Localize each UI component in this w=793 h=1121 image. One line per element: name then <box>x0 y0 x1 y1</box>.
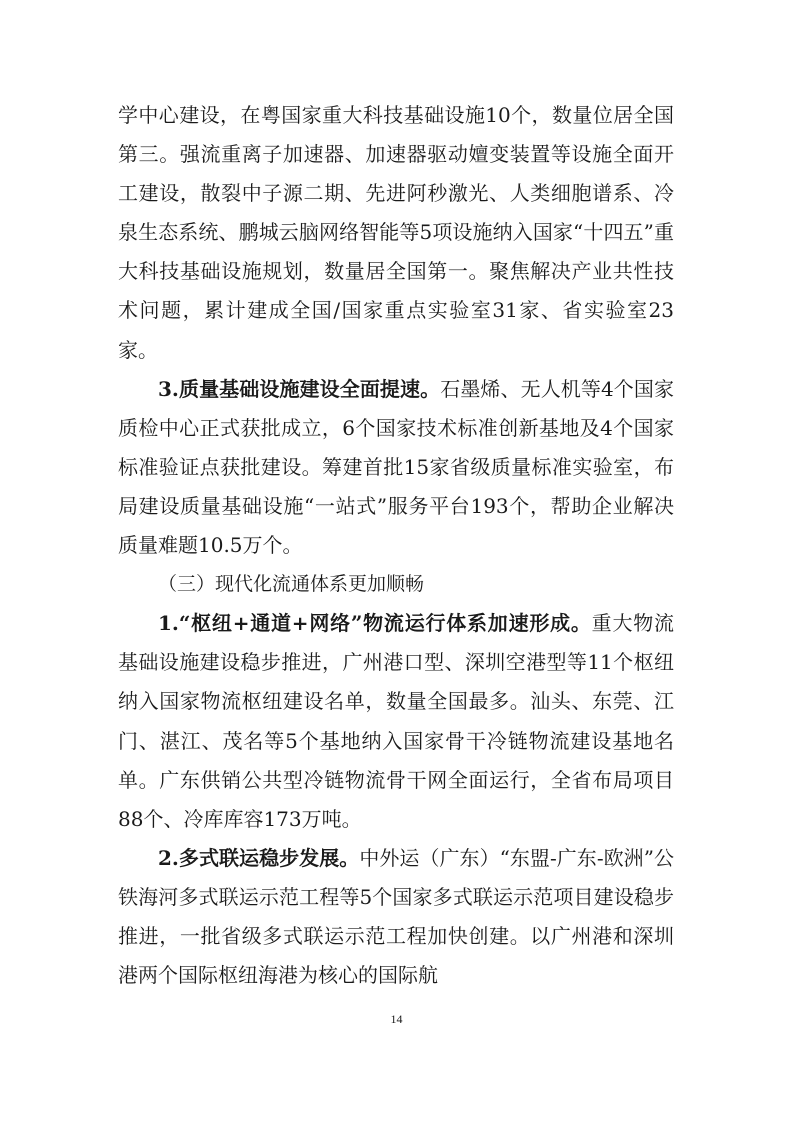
paragraph-heading: 1.“枢纽+通道+网络”物流运行体系加速形成。 <box>158 611 592 636</box>
paragraph-quality-infrastructure <box>118 370 674 565</box>
paragraph-heading: 3.质量基础设施建设全面提速。 <box>158 376 441 401</box>
section-heading: （三）现代化流通体系更加顺畅 <box>158 573 425 596</box>
paragraph-body: 石墨烯、无人机等4个国家质检中心正式获批成立，6个国家技术标准创新基地及4个国家标准验证点获批建设。筹建首批15家省级质量标准实验室，布局建设质量基础设施“一站式”服务平台193个，帮助企业解决质量难题10.5万个。 <box>118 376 674 558</box>
paragraph-body: 中外运（广东）“东盟-广东-欧洲”公铁海河多式联运示范工程等5个国家多式联运示范项目建设稳步推进，一批省级多式联运示范工程加快创建。以广州港和深圳港两个国际枢纽海港为核心的国际航 <box>118 845 674 988</box>
body-text <box>118 96 674 995</box>
paragraph-heading: 2.多式联运稳步发展。 <box>158 845 360 870</box>
paragraph-multimodal-transport <box>118 839 674 995</box>
paragraph-continuation: 学中心建设，在粤国家重大科技基础设施10个，数量位居全国第三。强流重离子加速器、加速器驱动嬗变装置等设施全面开工建设，散裂中子源二期、先进阿秒激光、人类细胞谱系、冷泉生态系统、鹏城云脑网络智能等5项设施纳入国家“十四五”重大科技基础设施规划，数量居全国第一。聚焦解决产业共性技术问题，累计建成全国/国家重点实验室31家、省实验室23家。 <box>118 103 674 362</box>
paragraph-body: 重大物流基础设施建设稳步推进，广州港口型、深圳空港型等11个枢纽纳入国家物流枢纽建设名单，数量全国最多。汕头、东莞、江门、湛江、茂名等5个基地纳入国家骨干冷链物流建设基地名单。广东供销公共型冷链物流骨干网全面运行，全省布局项目88个、冷库库容173万吨。 <box>118 611 674 831</box>
page-number: 14 <box>390 1012 403 1026</box>
paragraph-logistics-system <box>118 604 674 839</box>
